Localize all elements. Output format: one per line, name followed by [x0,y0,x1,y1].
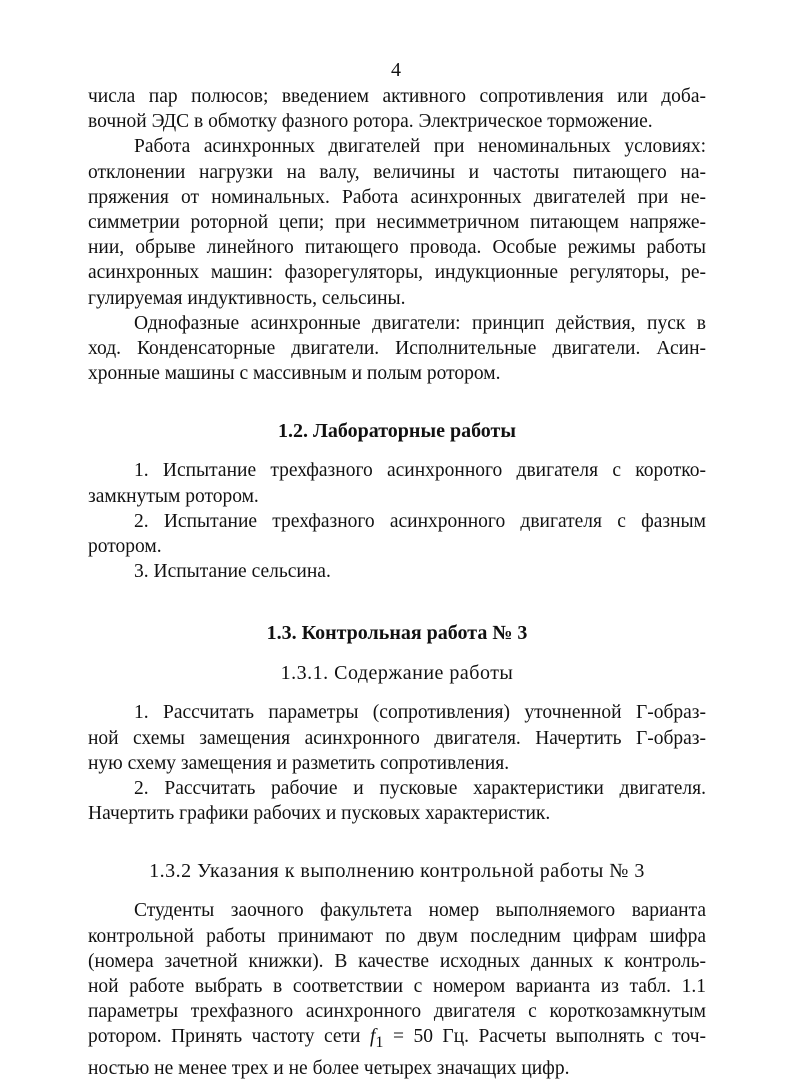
subsection-heading-1-3-1: 1.3.1. Содержание работы [280,662,514,685]
lab-item-2 [88,509,706,559]
page-number: 4 [391,59,401,81]
text-line: асинхронных машин: фазорегуляторы, индукционные регуляторы, ре- [88,262,706,284]
lab-item-3 [88,559,706,584]
task-item-1 [88,700,706,776]
lab-item-1 [88,458,706,508]
text-line: (номера зачетной книжки). В качестве исходных данных к контроль- [88,950,706,972]
text-line: 3. Испытание сельсина. [134,561,331,583]
text-line: пряжения от номинальных. Работа асинхронных двигателей при не- [88,186,706,208]
section-heading-1-2: 1.2. Лабораторные работы [278,420,516,443]
text-line: параметры трехфазного асинхронного двигателя с короткозамкнутым [88,1001,706,1023]
text-line: отклонении нагрузки на валу, величины и частоты питающего на- [88,161,706,183]
text-line: 1. Рассчитать параметры (сопротивления) уточненной Г-образ- [134,702,706,724]
text-fragment: ротором. Принять частоту сети [88,1026,370,1048]
text-line: ностью не менее трех и не более четырех значащих цифр. [88,1057,570,1079]
text-line: ную схему замещения и разметить сопротивления. [88,752,510,774]
text-line: Студенты заочного факультета номер выполняемого варианта [134,900,706,922]
text-line: числа пар полюсов; введением активного сопротивления или доба- [88,86,706,107]
text-line: вочной ЭДС в обмотку фазного ротора. Электрическое торможение. [88,111,653,133]
text-line: Начертить графики рабочих и пусковых характеристик. [88,803,551,825]
text-line: гулируемая индуктивность, сельсины. [88,287,406,309]
subsection-heading-1-3-2: 1.3.2 Указания к выполнению контрольной работы № 3 [149,860,645,883]
text-line: 2. Рассчитать рабочие и пусковые характеристики двигателя. [134,778,706,800]
text-line: ной работе выбрать в соответствии с номером варианта из табл. 1.1 [88,976,706,998]
intro-paragraph-3 [88,311,706,387]
text-line: ротором. [88,536,162,558]
text-line: контрольной работы принимают по двум последним цифрам шифра [88,925,706,947]
text-line: ной схемы замещения асинхронного двигателя. Начертить Г-образ- [88,727,706,749]
text-line: 2. Испытание трехфазного асинхронного двигателя с фазным [134,510,706,532]
instructions-paragraph [88,898,706,1080]
text-line: симметрии роторной цепи; при несимметричном питающем напряже- [88,212,706,234]
text-line: нии, обрыве линейного питающего провода. Особые режимы работы [88,237,706,259]
section-heading-1-3: 1.3. Контрольная работа № 3 [266,622,528,645]
text-line: 1. Испытание трехфазного асинхронного двигателя с коротко- [134,460,706,482]
intro-paragraph-2 [88,134,706,310]
text-line: Работа асинхронных двигателей при неноминальных условиях: [134,136,706,158]
text-line: Однофазные асинхронные двигатели: принцип действия, пуск в [134,312,706,334]
text-fragment: = 50 Гц. Расчеты выполнять с точ- [383,1026,706,1048]
text-line: замкнутым ротором. [88,485,259,507]
intro-paragraph-1 [88,84,706,134]
text-line: хронные машины с массивным и полым ротором. [88,363,501,385]
task-item-2 [88,776,706,826]
text-line-with-formula [88,1024,706,1055]
frequency-subscript: 1 [375,1033,384,1052]
frequency-variable: f [369,1026,376,1048]
text-line: ход. Конденсаторные двигатели. Исполнительные двигатели. Асин- [88,338,706,360]
page-content [88,84,706,1081]
